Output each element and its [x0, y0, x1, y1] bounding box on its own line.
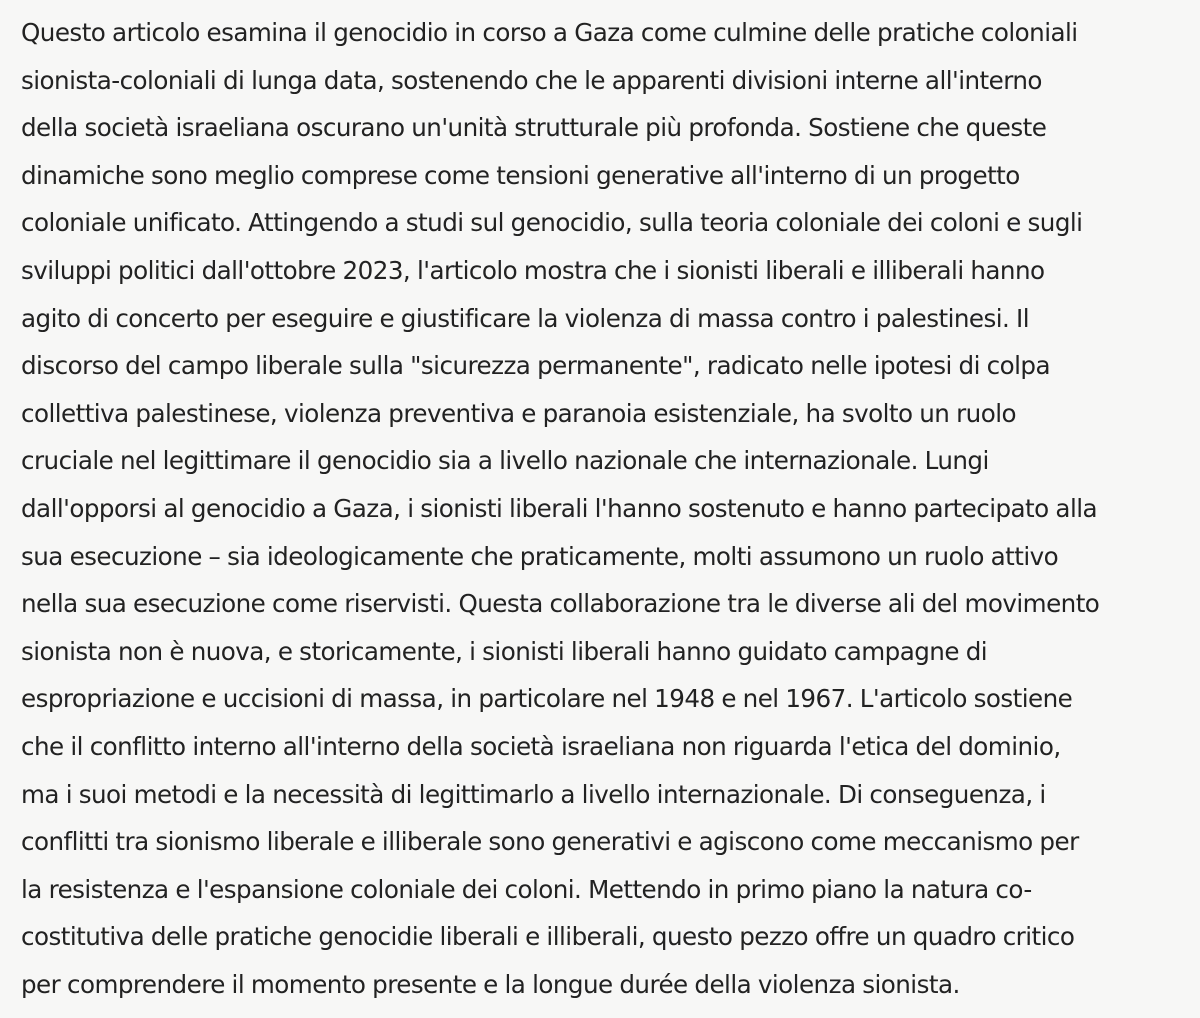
abstract-line-2: sionista-coloniali di lunga data, sostenendo che le apparenti divisioni interne all'interno	[21, 65, 1042, 95]
abstract-line-10: cruciale nel legittimare il genocidio sia a livello nazionale che internazionale. Lungi	[21, 446, 989, 476]
abstract-line-6: sviluppi politici dall'ottobre 2023, l'articolo mostra che i sionisti liberali e illiberali hanno	[21, 255, 1045, 285]
abstract-line-16: che il conflitto interno all'interno della società israeliana non riguarda l'etica del dominio,	[21, 731, 1061, 761]
abstract-line-7: agito di concerto per eseguire e giustificare la violenza di massa contro i palestinesi. Il	[21, 303, 1030, 333]
abstract-line-11: dall'opporsi al genocidio a Gaza, i sionisti liberali l'hanno sostenuto e hanno partecipato alla	[21, 493, 1098, 523]
abstract-line-19: la resistenza e l'espansione coloniale dei coloni. Mettendo in primo piano la natura co-	[21, 874, 1032, 904]
abstract-line-9: collettiva palestinese, violenza preventiva e paranoia esistenziale, ha svolto un ruolo	[21, 398, 1016, 428]
abstract-line-5: coloniale unificato. Attingendo a studi sul genocidio, sulla teoria coloniale dei coloni e sugli	[21, 208, 1083, 238]
abstract-line-21: per comprendere il momento presente e la longue durée della violenza sionista.	[21, 969, 960, 999]
abstract-line-3: della società israeliana oscurano un'unità strutturale più profonda. Sostiene che queste	[21, 113, 1047, 143]
abstract-line-20: costitutiva delle pratiche genocidie liberali e illiberali, questo pezzo offre un quadro critico	[21, 922, 1075, 952]
abstract-line-4: dinamiche sono meglio comprese come tensioni generative all'interno di un progetto	[21, 160, 1020, 190]
abstract-line-15: espropriazione e uccisioni di massa, in particolare nel 1948 e nel 1967. L'articolo sostiene	[21, 684, 1073, 714]
abstract-line-14: sionista non è nuova, e storicamente, i sionisti liberali hanno guidato campagne di	[21, 636, 988, 666]
abstract-line-17: ma i suoi metodi e la necessità di legittimarlo a livello internazionale. Di conseguenza, i	[21, 779, 1046, 809]
abstract-line-8: discorso del campo liberale sulla "sicurezza permanente", radicato nelle ipotesi di colpa	[21, 351, 1050, 381]
abstract-line-18: conflitti tra sionismo liberale e illiberale sono generativi e agiscono come meccanismo per	[21, 827, 1079, 857]
abstract-paragraph	[21, 9, 1186, 1008]
abstract-line-1: Questo articolo esamina il genocidio in corso a Gaza come culmine delle pratiche coloniali	[21, 18, 1078, 47]
abstract-line-12: sua esecuzione – sia ideologicamente che praticamente, molti assumono un ruolo attivo	[21, 541, 1059, 571]
abstract-line-13: nella sua esecuzione come riservisti. Questa collaborazione tra le diverse ali del movimento	[21, 589, 1100, 619]
